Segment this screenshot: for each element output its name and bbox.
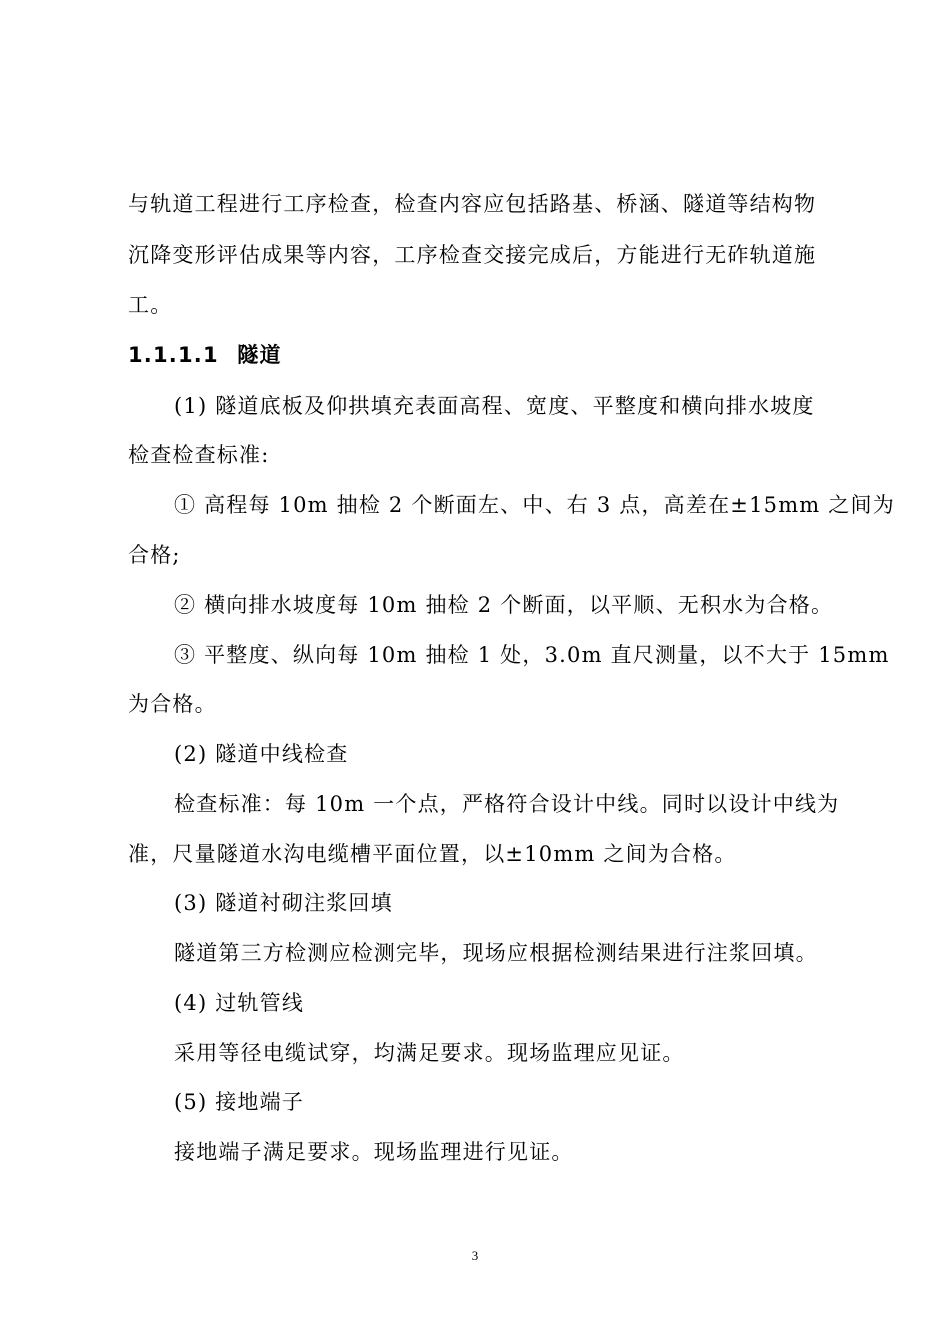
item-4-heading: (4) 过轨管线	[174, 991, 305, 1015]
item-3-heading: (3) 隧道衬砌注浆回填	[174, 891, 393, 915]
page-number: 3	[471, 1248, 479, 1263]
item-1-heading: (1) 隧道底板及仰拱填充表面高程、宽度、平整度和横向排水坡度	[174, 394, 815, 418]
intro-line-3: 工。	[128, 293, 173, 317]
intro-line-1: 与轨道工程进行工序检查，检查内容应包括路基、桥涵、隧道等结构物	[128, 192, 817, 216]
item-5-heading: (5) 接地端子	[174, 1090, 305, 1114]
item-3-text: 隧道第三方检测应检测完毕，现场应根据检测结果进行注浆回填。	[174, 941, 818, 965]
section-title: 隧道	[237, 343, 282, 367]
item-5-text: 接地端子满足要求。现场监理进行见证。	[174, 1140, 574, 1164]
intro-line-2: 沉降变形评估成果等内容，工序检查交接完成后，方能进行无砟轨道施	[128, 243, 817, 267]
section-number: 1.1.1.1	[128, 343, 219, 367]
item-2-text-line-1: 检查标准：每 10m 一个点，严格符合设计中线。同时以设计中线为	[174, 792, 840, 816]
item-1-point-3-line-1: ③ 平整度、纵向每 10m 抽检 1 处，3.0m 直尺测量，以不大于 15mm	[174, 643, 890, 667]
item-4-text: 采用等径电缆试穿，均满足要求。现场监理应见证。	[174, 1041, 685, 1065]
item-1-point-1-line-1: ① 高程每 10m 抽检 2 个断面左、中、右 3 点，高差在±15mm 之间为	[174, 493, 895, 517]
item-1-point-2: ② 横向排水坡度每 10m 抽检 2 个断面，以平顺、无积水为合格。	[174, 593, 834, 617]
section-heading	[128, 340, 282, 370]
item-2-heading: (2) 隧道中线检查	[174, 742, 349, 766]
item-1-point-1-line-2: 合格;	[128, 543, 181, 567]
item-1-point-3-line-2: 为合格。	[128, 692, 217, 716]
item-2-text-line-2: 准，尺量隧道水沟电缆槽平面位置，以±10mm 之间为合格。	[128, 842, 737, 866]
item-1-heading-cont: 检查检查标准:	[128, 443, 270, 467]
